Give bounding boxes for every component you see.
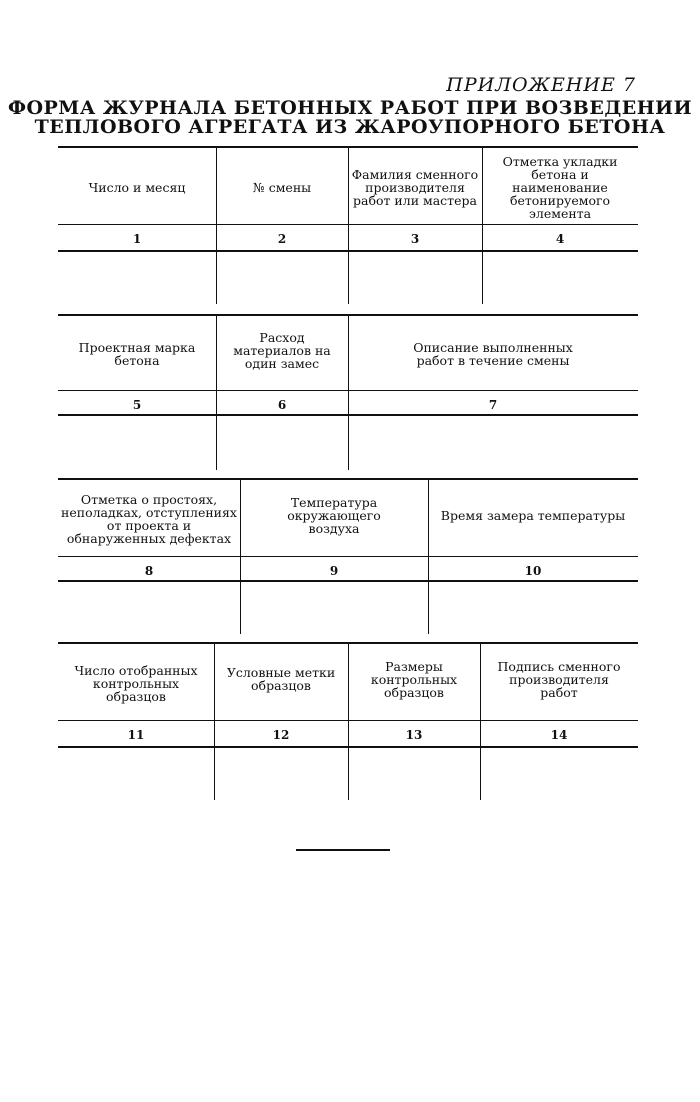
column-number-9: 9	[329, 564, 339, 578]
column-header-sample-dimensions: Размеры контрольных образцов	[370, 658, 458, 700]
column-number-14: 14	[550, 728, 568, 742]
title-line-2: ТЕПЛОВОГО АГРЕГАТА ИЗ ЖАРОУПОРНОГО БЕТОНА	[34, 116, 666, 138]
journal-table-3	[58, 478, 638, 634]
column-header-temperature-time: Время замера температуры	[440, 507, 626, 523]
column-number-1: 1	[132, 232, 142, 246]
column-number-12: 12	[272, 728, 290, 742]
appendix-label: ПРИЛОЖЕНИЕ 7	[446, 74, 636, 96]
journal-table-2	[58, 314, 638, 470]
column-number-10: 10	[524, 564, 542, 578]
column-number-2: 2	[277, 232, 287, 246]
column-header-sample-marks: Условные метки образцов	[226, 665, 336, 693]
column-number-4: 4	[555, 232, 565, 246]
column-number-6: 6	[277, 398, 287, 412]
column-header-work-description: Описание выполненных работ в течение смены	[413, 340, 573, 368]
title-line-1: ФОРМА ЖУРНАЛА БЕТОННЫХ РАБОТ ПРИ ВОЗВЕДЕНИИ	[7, 97, 693, 119]
column-header-sample-count: Число отобранных контрольных образцов	[74, 662, 198, 704]
journal-table-1	[58, 146, 638, 304]
column-header-material-consumption: Расход материалов на один замес	[233, 329, 331, 371]
page-title	[0, 99, 700, 137]
column-header-concrete-grade: Проектная марка бетона	[78, 340, 196, 368]
column-header-shift-number: № смены	[252, 179, 312, 195]
column-number-8: 8	[144, 564, 154, 578]
column-number-3: 3	[410, 232, 420, 246]
column-number-7: 7	[488, 398, 498, 412]
column-number-11: 11	[127, 728, 145, 742]
column-header-ambient-temperature: Температура окружающего воздуха	[287, 494, 381, 536]
column-header-date: Число и месяц	[88, 179, 186, 195]
end-rule	[296, 849, 390, 851]
column-header-foreman-name: Фамилия сменного производителя работ или мастера	[351, 166, 479, 208]
column-number-13: 13	[405, 728, 423, 742]
column-header-placement-mark: Отметка укладки бетона и наименование бетонируемого элемента	[502, 153, 618, 221]
column-header-foreman-signature: Подпись сменного производителя работ	[497, 658, 621, 700]
column-number-5: 5	[132, 398, 142, 412]
column-header-downtime-notes: Отметка о простоях, неполадках, отступлениях от проекта и обнаруженных дефектах	[61, 492, 237, 546]
journal-table-4	[58, 642, 638, 800]
